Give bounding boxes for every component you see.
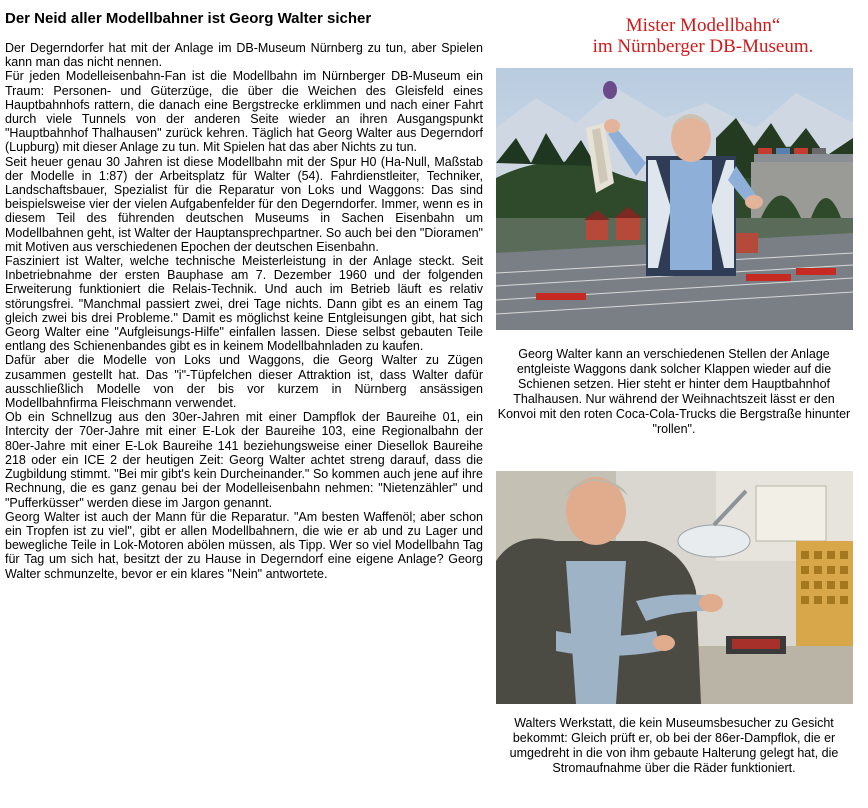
article-body [5, 41, 483, 581]
article-headline: Der Neid aller Modellbahner ist Georg Walter sicher [5, 10, 372, 27]
article-paragraph: Seit heuer genau 30 Jahren ist diese Modellbahn mit der Spur H0 (Ha-Null, Maßstab der Modelle in 1:87) der Arbeitsplatz für Walter (54). Fahrdienstleiter, Techniker, Landschaftsbauer, Spezialist für die Reparatur von Loks und Waggons: Das sind beispielsweise vier der vielen Aufgabenfelder für den Degerndorfer. Immer, wenn es in diesem Teil des führenden deutschen Museums in Sachen Eisenbahn um Modellbahnen geht, ist Walter der Hauptansprechpartner. So auch bei den "Dioramen" mit Motiven aus verschiedenen Epochen der deutschen Eisenbahn. [5, 154, 483, 254]
article-paragraph: Für jeden Modelleisenbahn-Fan ist die Modellbahn im Nürnberger DB-Museum ein Traum: Personen- und Güterzüge, die über die Weichen des Gleisfeld eines Hauptbahnhofs rattern, die danach eine Bergstrecke erklimmen und nach einer Fahrt durch viele Tunnels von der anderen Seite wieder an ihren Ausgangspunkt "Hauptbahnhof Thalhausen" zurück kehren. Täglich hat Georg Walter aus Degerndorf (Lupburg) mit dieser Anlage zu tun. Mit Spielen hat das aber Nichts zu tun. [5, 69, 483, 155]
sidebar-title-line: Mister Modellbahn“ [625, 15, 781, 36]
article [5, 0, 483, 581]
article-paragraph: Dafür aber die Modelle von Loks und Waggons, die Georg Walter zu Zügen zusammen gestellt hat. Das "i"-Tüpfelchen dieser Attraktion ist, dass Walter dafür ausschließlich Modelle von der bis vor kurzem in Nürnberg ansässigen Modellbahnfirma Fleischmann verwendet. [5, 353, 483, 411]
article-paragraph: Fasziniert ist Walter, welche technische Meisterleistung in der Anlage steckt. Seit Inbetriebnahme der ersten Bauphase am 7. Dezember 1960 und der folgenden Erweiterung funktioniert die Relais-Technik. Und auch im Betrieb läuft es relativ störungsfrei. "Manchmal passiert zwei, drei Tage nichts. Dann gibt es an einem Tag gleich zwei bis drei Probleme." Damit es möglichst keine Entgleisungen gibt, hat sich Georg Walter eine "Aufgleisungs-Hilfe" einfallen lassen. Diese selbst gebauten Teile entlang des Schienenbandes gibt es in keinem Modellbahnladen zu kaufen. [5, 254, 483, 354]
model-railway-illustration [496, 68, 853, 330]
sidebar-title [553, 15, 853, 57]
workshop-illustration [496, 471, 853, 704]
photo-caption: Walters Werkstatt, die kein Museumsbesucher zu Gesicht bekommt: Gleich prüft er, ob bei der 86er-Dampflok, die er umgedreht in die von ihm gebaute Halterung gelegt hat, die Stromaufnahme über die Räder funktioniert. [509, 716, 839, 775]
article-paragraph: Ob ein Schnellzug aus den 30er-Jahren mit einer Dampflok der Baureihe 01, ein Intercity der 70er-Jahre mit einer E-Lok der Baureihe 103, eine Regionalbahn der 80er-Jahre mit einer E-Lok Baureihe 141 beziehungsweise einer Diesellok Baureihe 218 oder ein ICE 2 der heutigen Zeit: Georg Walter achtet streng darauf, dass die Zugbildung stimmt. "Bei mir gibt's kein Durcheinander." So kommen auch jene auf ihre Rechnung, die es ganz genau bei der Modelleisenbahn nehmen: "Nietenzähler" und "Pufferküsser" werden diese im Jargon genannt. [5, 410, 483, 510]
article-paragraph: Der Degerndorfer hat mit der Anlage im DB-Museum Nürnberg zu tun, aber Spielen kann man das nicht nennen. [5, 41, 483, 70]
model-railway-photo [496, 68, 853, 330]
article-paragraph: Georg Walter ist auch der Mann für die Reparatur. "Am besten Waffenöl; aber schon ein Tropfen ist zu viel", gibt er allen Modellbahnern, die wie er ab und zu Lager und bewegliche Teile in Lok-Motoren abölen müssen, als Tipp. Wer so viel Modellbahn Tag für Tag um sich hat, besitzt der zu Hause in Degerndorf eine eigene Anlage? Georg Walter schmunzelte, bevor er ein klares "Nein" antwortete. [5, 509, 483, 581]
workshop-photo [496, 471, 853, 704]
photo-caption: Georg Walter kann an verschiedenen Stellen der Anlage entgleiste Waggons dank solcher Klappen wieder auf die Schienen setzen. Hier steht er hinter dem Hauptbahnhof Thalhausen. Nur während der Weihnachtszeit lässt er den Konvoi mit den roten Coca-Cola-Trucks die Bergstraße hinunter "rollen". [497, 347, 851, 436]
sidebar-title-line: im Nürnberger DB-Museum. [592, 36, 814, 57]
